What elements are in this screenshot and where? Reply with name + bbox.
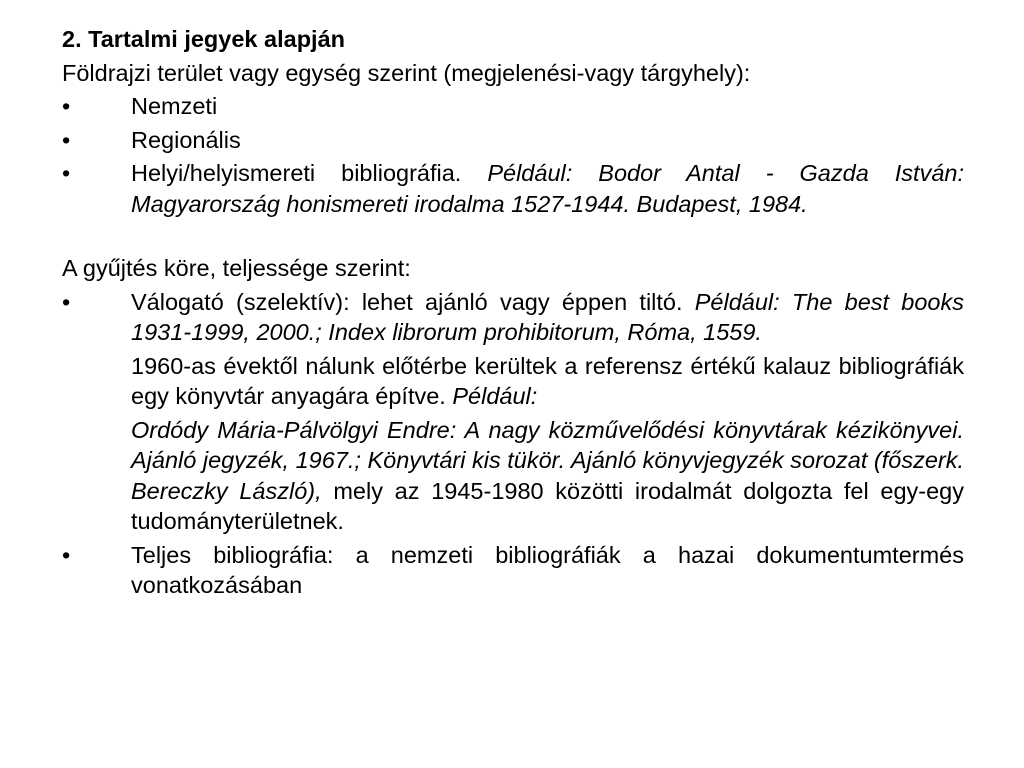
section-heading: 2. Tartalmi jegyek alapján (62, 26, 345, 52)
bullet-icon: • (62, 541, 71, 568)
bullet-icon: • (62, 93, 71, 119)
paragraph-ordody (62, 415, 964, 537)
bullet-text: Teljes bibliográfia: a nemzeti bibliográfiák a hazai dokumentumtermés vonatkozásában (131, 541, 964, 598)
bullet-item-helyi (62, 158, 964, 219)
bullet-item-regionalis (62, 125, 964, 156)
bullet-example: Például: The best books 1931-1999, 2000.; Index librorum prohibitorum, Róma, 1559. (131, 288, 964, 345)
slide-content (62, 24, 964, 604)
paragraph-1960s (62, 351, 964, 412)
bullet-text: Helyi/helyismereti bibliográfia. (131, 160, 488, 186)
bullet-icon: • (62, 288, 71, 315)
bullet-example: Például: Bodor Antal - Gazda István: Magyarország honismereti irodalma 1527-1944. Budapest, 1984. (131, 160, 964, 217)
bullet-item-teljes (62, 540, 964, 601)
spacer (62, 222, 964, 253)
bullet-text: Válogató (szelektív): lehet ajánló vagy éppen tiltó. (131, 288, 695, 315)
paragraph-text: mely az 1945-1980 közötti irodalmát dolgozta fel egy-egy tudományterületnek. (131, 477, 964, 534)
bullet-item-nemzeti (62, 91, 964, 122)
section1-intro: Földrajzi terület vagy egység szerint (megjelenési-vagy tárgyhely): (62, 59, 751, 86)
bullet-text: Nemzeti (131, 93, 218, 119)
paragraph-example: Ordódy Mária-Pálvölgyi Endre: A nagy közművelődési könyvtárak kézikönyvei. Ajánló jegyzék, 1967.; Könyvtári kis tükör. Ajánló könyvjegyzék sorozat (főszerk. Bereczky László), (131, 416, 964, 504)
paragraph-example: Például: (452, 383, 538, 409)
bullet-item-valogato (62, 287, 964, 348)
paragraph-text: 1960-as évektől nálunk előtérbe kerültek a referensz értékű kalauz bibliográfiák egy könyvtár anyagára építve. (131, 352, 964, 409)
bullet-icon: • (62, 126, 71, 153)
section2-intro: A gyűjtés köre, teljessége szerint: (62, 255, 411, 281)
bullet-icon: • (62, 160, 71, 186)
bullet-text: Regionális (131, 126, 241, 153)
